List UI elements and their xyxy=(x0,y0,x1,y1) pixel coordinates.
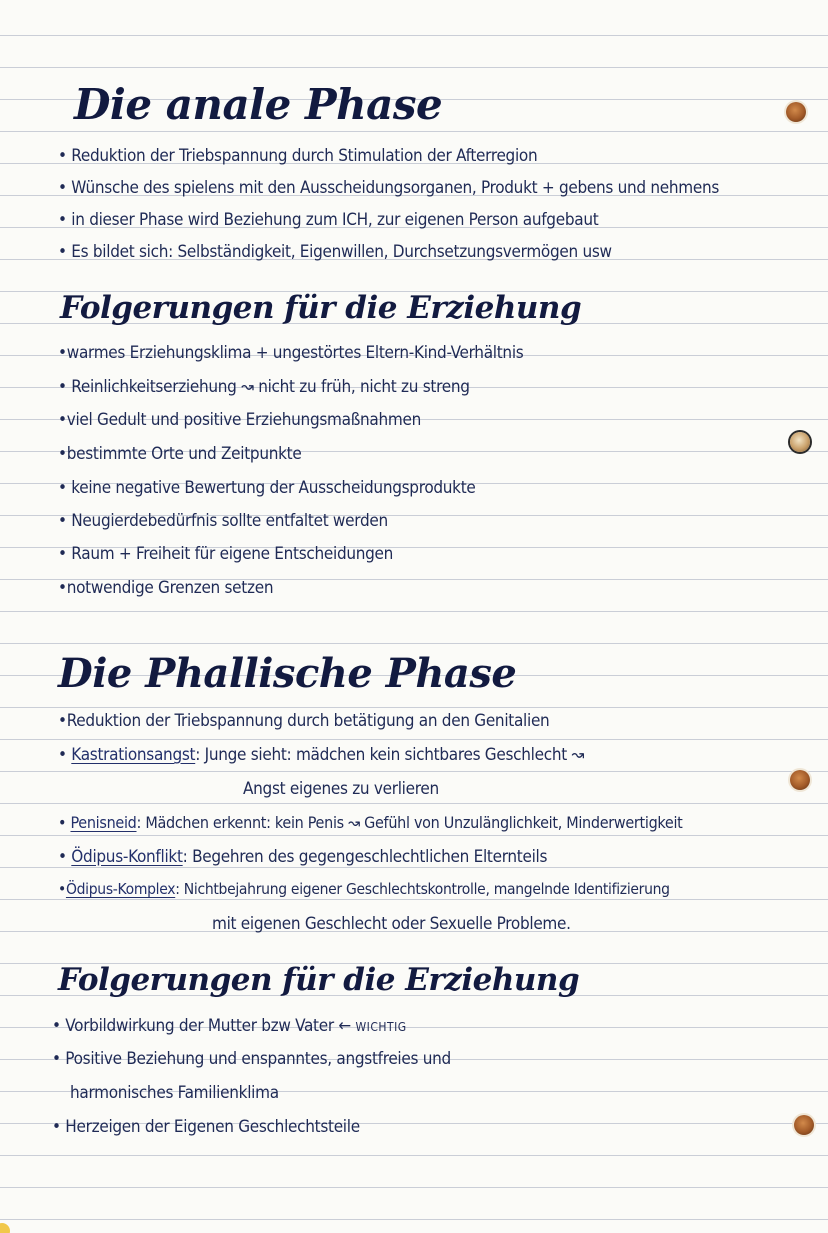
bullet-line: • Penisneid: Mädchen erkennt: kein Penis ↝ Gefühl von Unzulänglichkeit, Minderwertigkeit xyxy=(58,813,683,832)
punch-hole-icon xyxy=(790,432,810,452)
punch-hole-icon xyxy=(794,1115,814,1135)
bullet-line: •Ödipus-Komplex: Nichtbejahrung eigener Geschlechtskontrolle, mangelnde Identifizierung xyxy=(58,880,670,898)
bullet-line: •Reduktion der Triebspannung durch betätigung an den Genitalien xyxy=(58,711,550,731)
bullet-line: • Vorbildwirkung der Mutter bzw Vater ← WICHTIG xyxy=(52,1016,407,1036)
bullet-line: •bestimmte Orte und Zeitpunkte xyxy=(58,444,302,464)
bullet-line: • keine negative Bewertung der Ausscheidungsprodukte xyxy=(58,478,476,498)
continuation-line: Angst eigenes zu verlieren xyxy=(243,779,439,799)
section-heading-folgerungen-1: Folgerungen für die Erziehung xyxy=(60,290,582,326)
bullet-line: • Herzeigen der Eigenen Geschlechtsteile xyxy=(52,1117,360,1137)
term-oedipus-komplex: Ödipus-Komplex xyxy=(65,880,176,898)
punch-hole-icon xyxy=(790,770,810,790)
continuation-line: mit eigenen Geschlecht oder Sexuelle Probleme. xyxy=(212,914,571,934)
section-heading-anale-phase: Die anale Phase xyxy=(74,80,443,129)
bullet-line: • Es bildet sich: Selbständigkeit, Eigenwillen, Durchsetzungsvermögen usw xyxy=(58,242,612,262)
bullet-line: • Positive Beziehung und enspanntes, angstfreies und xyxy=(52,1049,451,1069)
punch-hole-icon xyxy=(786,102,806,122)
term-oedipus-konflikt: Ödipus-Konflikt xyxy=(71,847,183,867)
bullet-line: •warmes Erziehungsklima + ungestörtes Eltern-Kind-Verhältnis xyxy=(58,343,524,363)
bullet-line: •notwendige Grenzen setzen xyxy=(58,578,274,598)
bullet-line: •viel Gedult und positive Erziehungsmaßnahmen xyxy=(58,410,422,430)
continuation-line: harmonisches Familienklima xyxy=(70,1083,279,1103)
section-heading-folgerungen-2: Folgerungen für die Erziehung xyxy=(58,962,580,998)
bullet-line: • Wünsche des spielens mit den Ausscheidungsorganen, Produkt + gebens und nehmens xyxy=(58,178,720,198)
bullet-line: • in dieser Phase wird Beziehung zum ICH, zur eigenen Person aufgebaut xyxy=(58,210,599,230)
bullet-line: • Ödipus-Konflikt: Begehren des gegengeschlechtlichen Elternteils xyxy=(58,847,548,867)
section-heading-phallische-phase: Die Phallische Phase xyxy=(58,650,517,697)
bullet-line: • Raum + Freiheit für eigene Entscheidungen xyxy=(58,544,394,564)
term-kastrationsangst: Kastrationsangst xyxy=(71,745,196,765)
bullet-line: • Reinlichkeitserziehung ↝ nicht zu früh, nicht zu streng xyxy=(58,377,470,397)
bullet-line: • Reduktion der Triebspannung durch Stimulation der Afterregion xyxy=(58,146,538,166)
bullet-line: • Kastrationsangst: Junge sieht: mädchen kein sichtbares Geschlecht ↝ xyxy=(58,745,584,765)
note-wichtig: WICHTIG xyxy=(355,1020,407,1034)
corner-mark-icon xyxy=(0,1223,10,1233)
term-penisneid: Penisneid xyxy=(70,813,137,832)
bullet-line: • Neugierdebedürfnis sollte entfaltet werden xyxy=(58,511,388,531)
